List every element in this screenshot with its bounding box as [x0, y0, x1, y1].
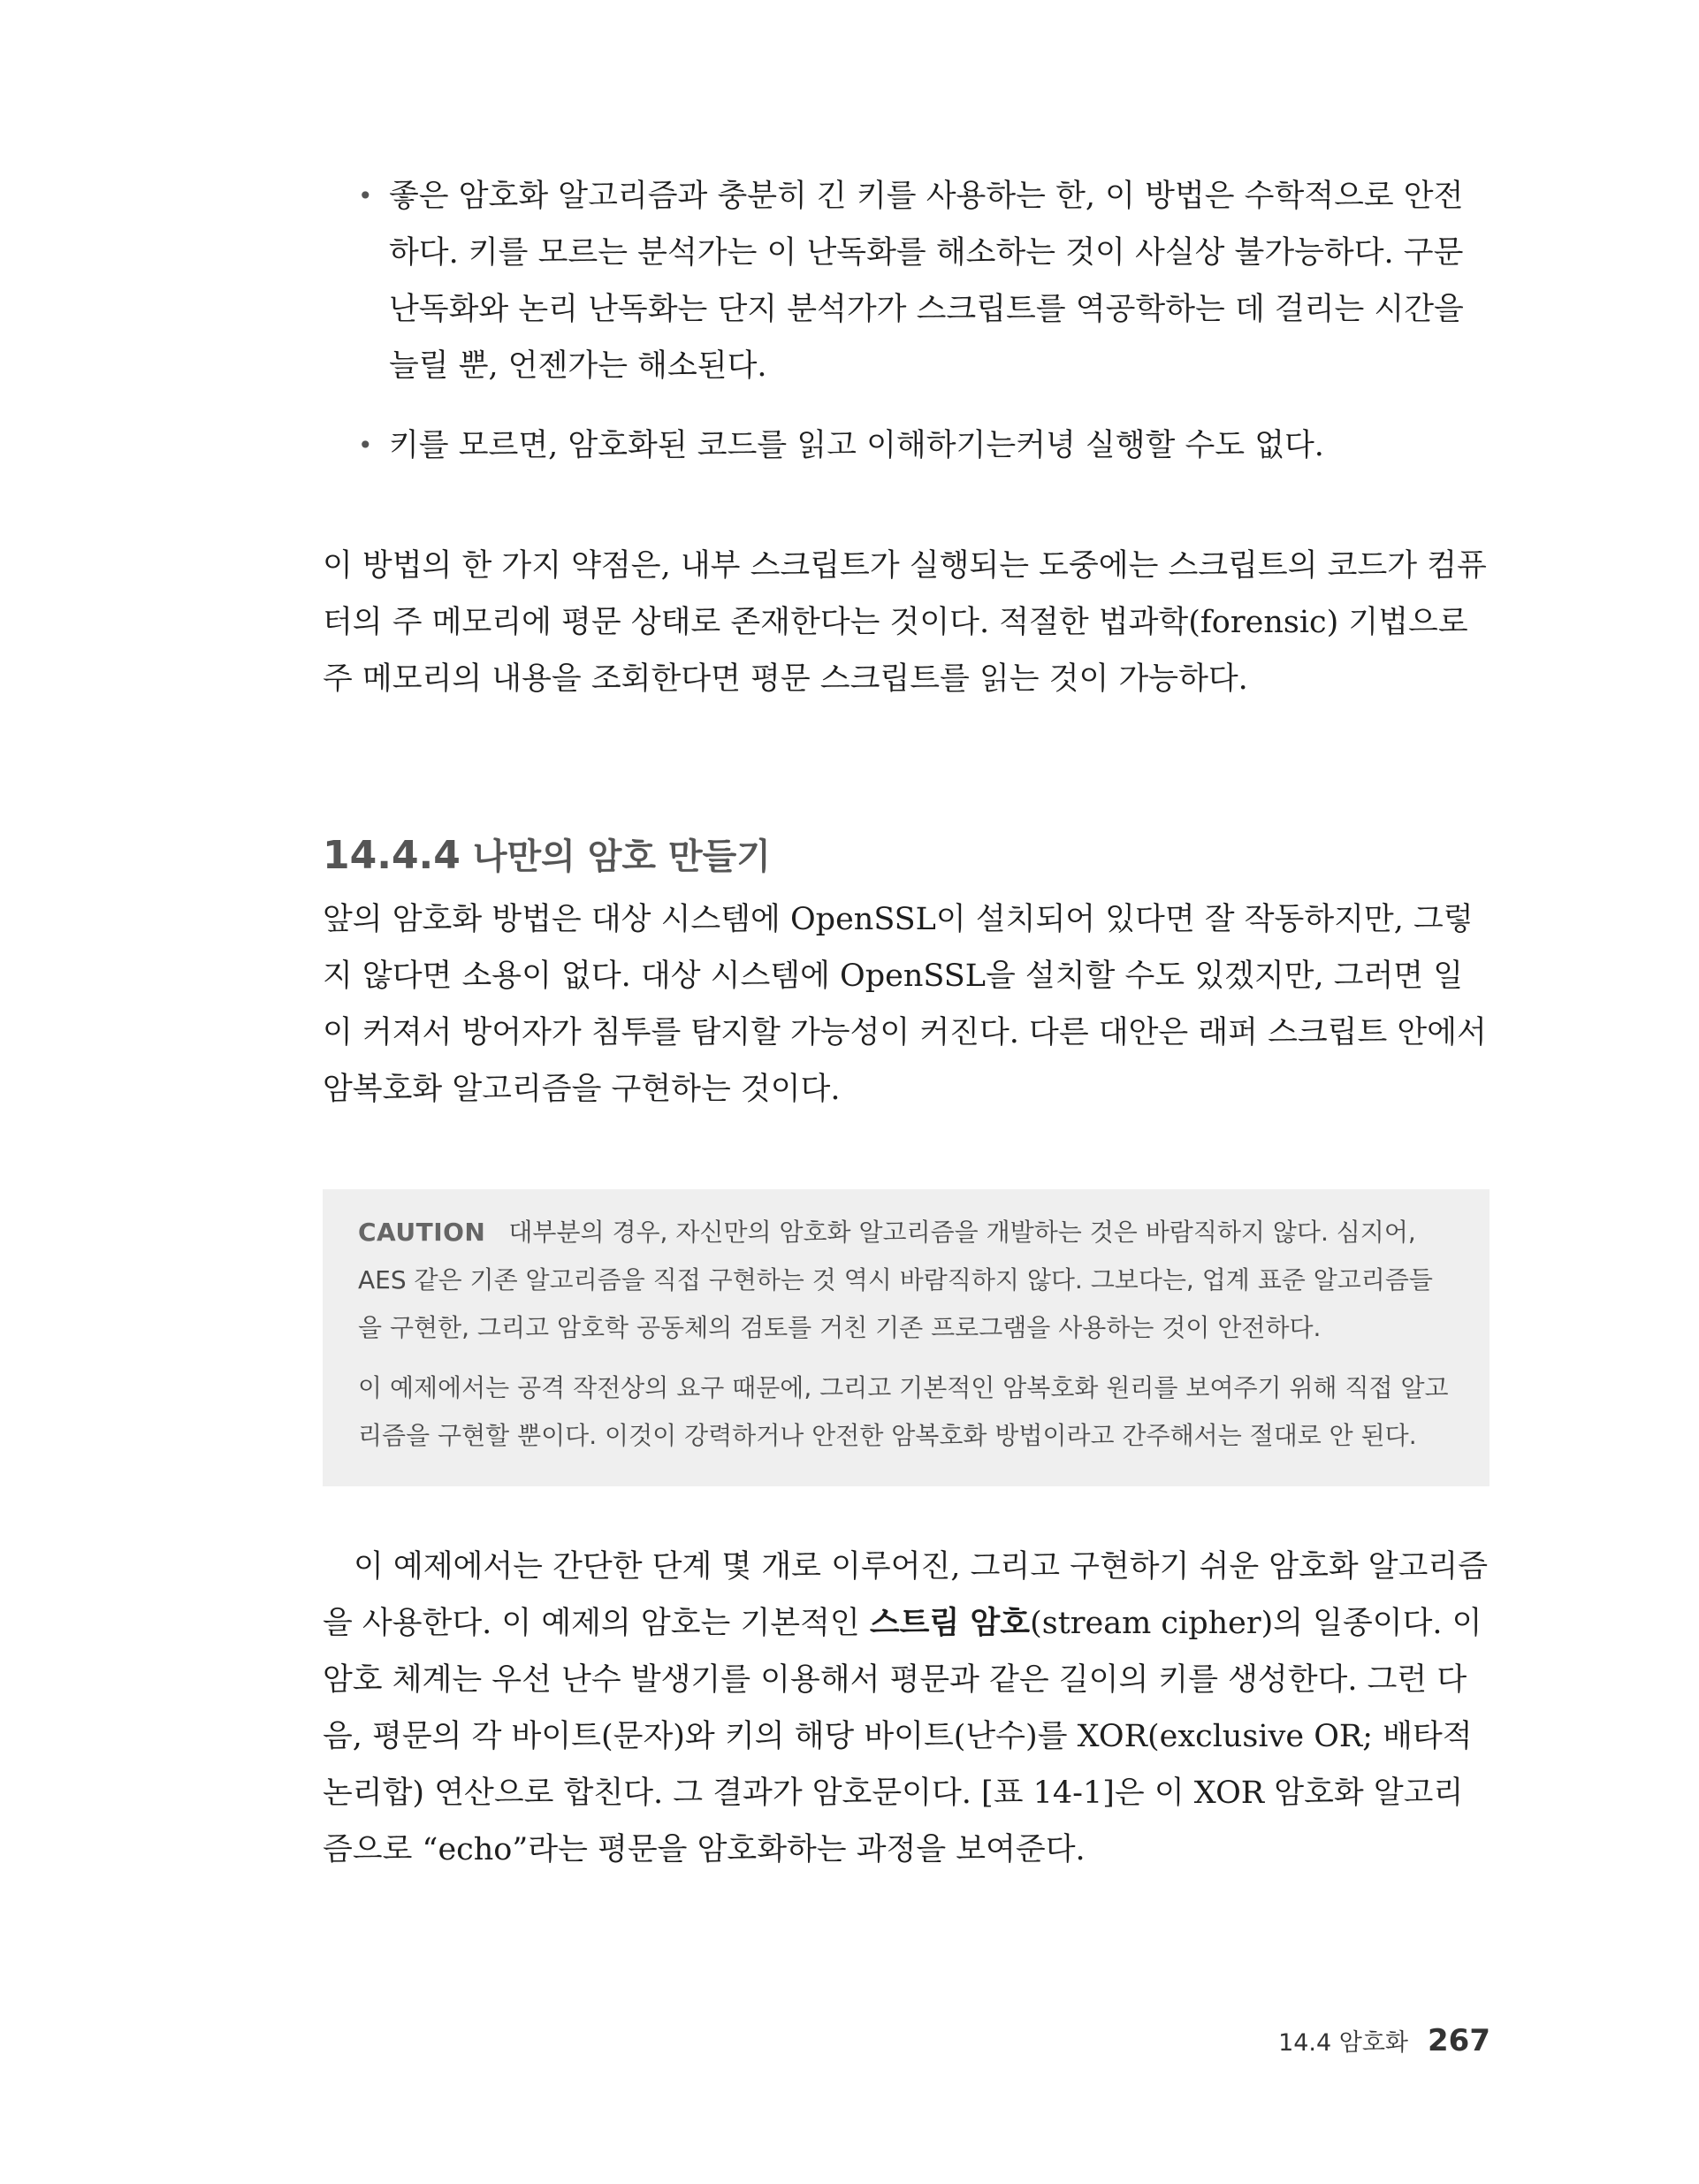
list-item: [323, 417, 1489, 474]
paragraph-weakness: 이 방법의 한 가지 약점은, 내부 스크립트가 실행되는 도중에는 스크립트의 코드가 컴퓨터의 주 메모리에 평문 상태로 존재한다는 것이다. 적절한 법과학(forensic) 기법으로 주 메모리의 내용을 조회한다면 평문 스크립트를 읽는 것이 가능하다.: [323, 548, 1487, 697]
bullet-text: 키를 모르면, 암호화된 코드를 읽고 이해하기는커녕 실행할 수도 없다.: [389, 428, 1324, 463]
caution-box: [323, 1189, 1489, 1486]
bullet-icon: •: [358, 431, 373, 460]
bullet-list: [323, 168, 1489, 497]
section-number: 14.4.4: [323, 833, 461, 878]
bullet-text: 좋은 암호화 알고리즘과 충분히 긴 키를 사용하는 한, 이 방법은 수학적으로 안전하다. 키를 모르는 분석가는 이 난독화를 해소하는 것이 사실상 불가능하다. 구문 난독화와 논리 난독화는 단지 분석가가 스크립트를 역공학하는 데 걸리는 시간을 늘릴 뿐, 언젠가는 해소된다.: [389, 179, 1464, 384]
caution-label: CAUTION: [358, 1218, 486, 1247]
section-heading: [323, 829, 1489, 883]
footer-section: 14.4 암호화: [1278, 2029, 1409, 2057]
paragraph-intro: 앞의 암호화 방법은 대상 시스템에 OpenSSL이 설치되어 있다면 잘 작동하지만, 그렇지 않다면 소용이 없다. 대상 시스템에 OpenSSL을 설치할 수도 있겠지만, 그러면 일이 커져서 방어자가 침투를 탐지할 가능성이 커진다. 다른 대안은 래퍼 스크립트 안에서 암복호화 알고리즘을 구현하는 것이다.: [323, 902, 1487, 1107]
page-footer: [1278, 2023, 1490, 2058]
bullet-icon: •: [358, 181, 373, 210]
paragraph-stream-cipher: [323, 1539, 1489, 1878]
term-bold: 스트림 암호: [869, 1606, 1031, 1641]
text-span: (stream cipher)의 일종이다. 이 암호 체계는 우선 난수 발생기를 이용해서 평문과 같은 길이의 키를 생성한다. 그런 다음, 평문의 각 바이트(문자)와 키의 해당 바이트(난수)를 XOR(exclusive OR; 배타적 논리합) 연산으로 합친다. 그 결과가 암호문이다. [표 14-1]은 이 XOR 암호화 알고리즘으로 “echo”라는 평문을 암호화하는 과정을 보여준다.: [323, 1606, 1482, 1867]
caution-paragraph: [358, 1209, 1454, 1352]
page-number: 267: [1428, 2023, 1490, 2058]
caution-paragraph: 이 예제에서는 공격 작전상의 요구 때문에, 그리고 기본적인 암복호화 원리를 보여주기 위해 직접 알고리즘을 구현할 뿐이다. 이것이 강력하거나 안전한 암복호화 방법이라고 간주해서는 절대로 안 된다.: [358, 1373, 1449, 1450]
section-title: 나만의 암호 만들기: [472, 836, 771, 877]
caution-text: 대부분의 경우, 자신만의 암호화 알고리즘을 개발하는 것은 바람직하지 않다. 심지어, AES 같은 기존 알고리즘을 직접 구현하는 것 역시 바람직하지 않다. 그보다는, 업계 표준 알고리즘들을 구현한, 그리고 암호학 공동체의 검토를 거친 기존 프로그램을 사용하는 것이 안전하다.: [358, 1218, 1433, 1342]
text-span: 이 예제에서는 간단한 단계 몇 개로 이루어진, 그리고 구현하기 쉬운 암호화 알고리즘을 사용한다. 이 예제의 암호는 기본적인: [323, 1549, 1489, 1641]
list-item: [323, 168, 1489, 394]
